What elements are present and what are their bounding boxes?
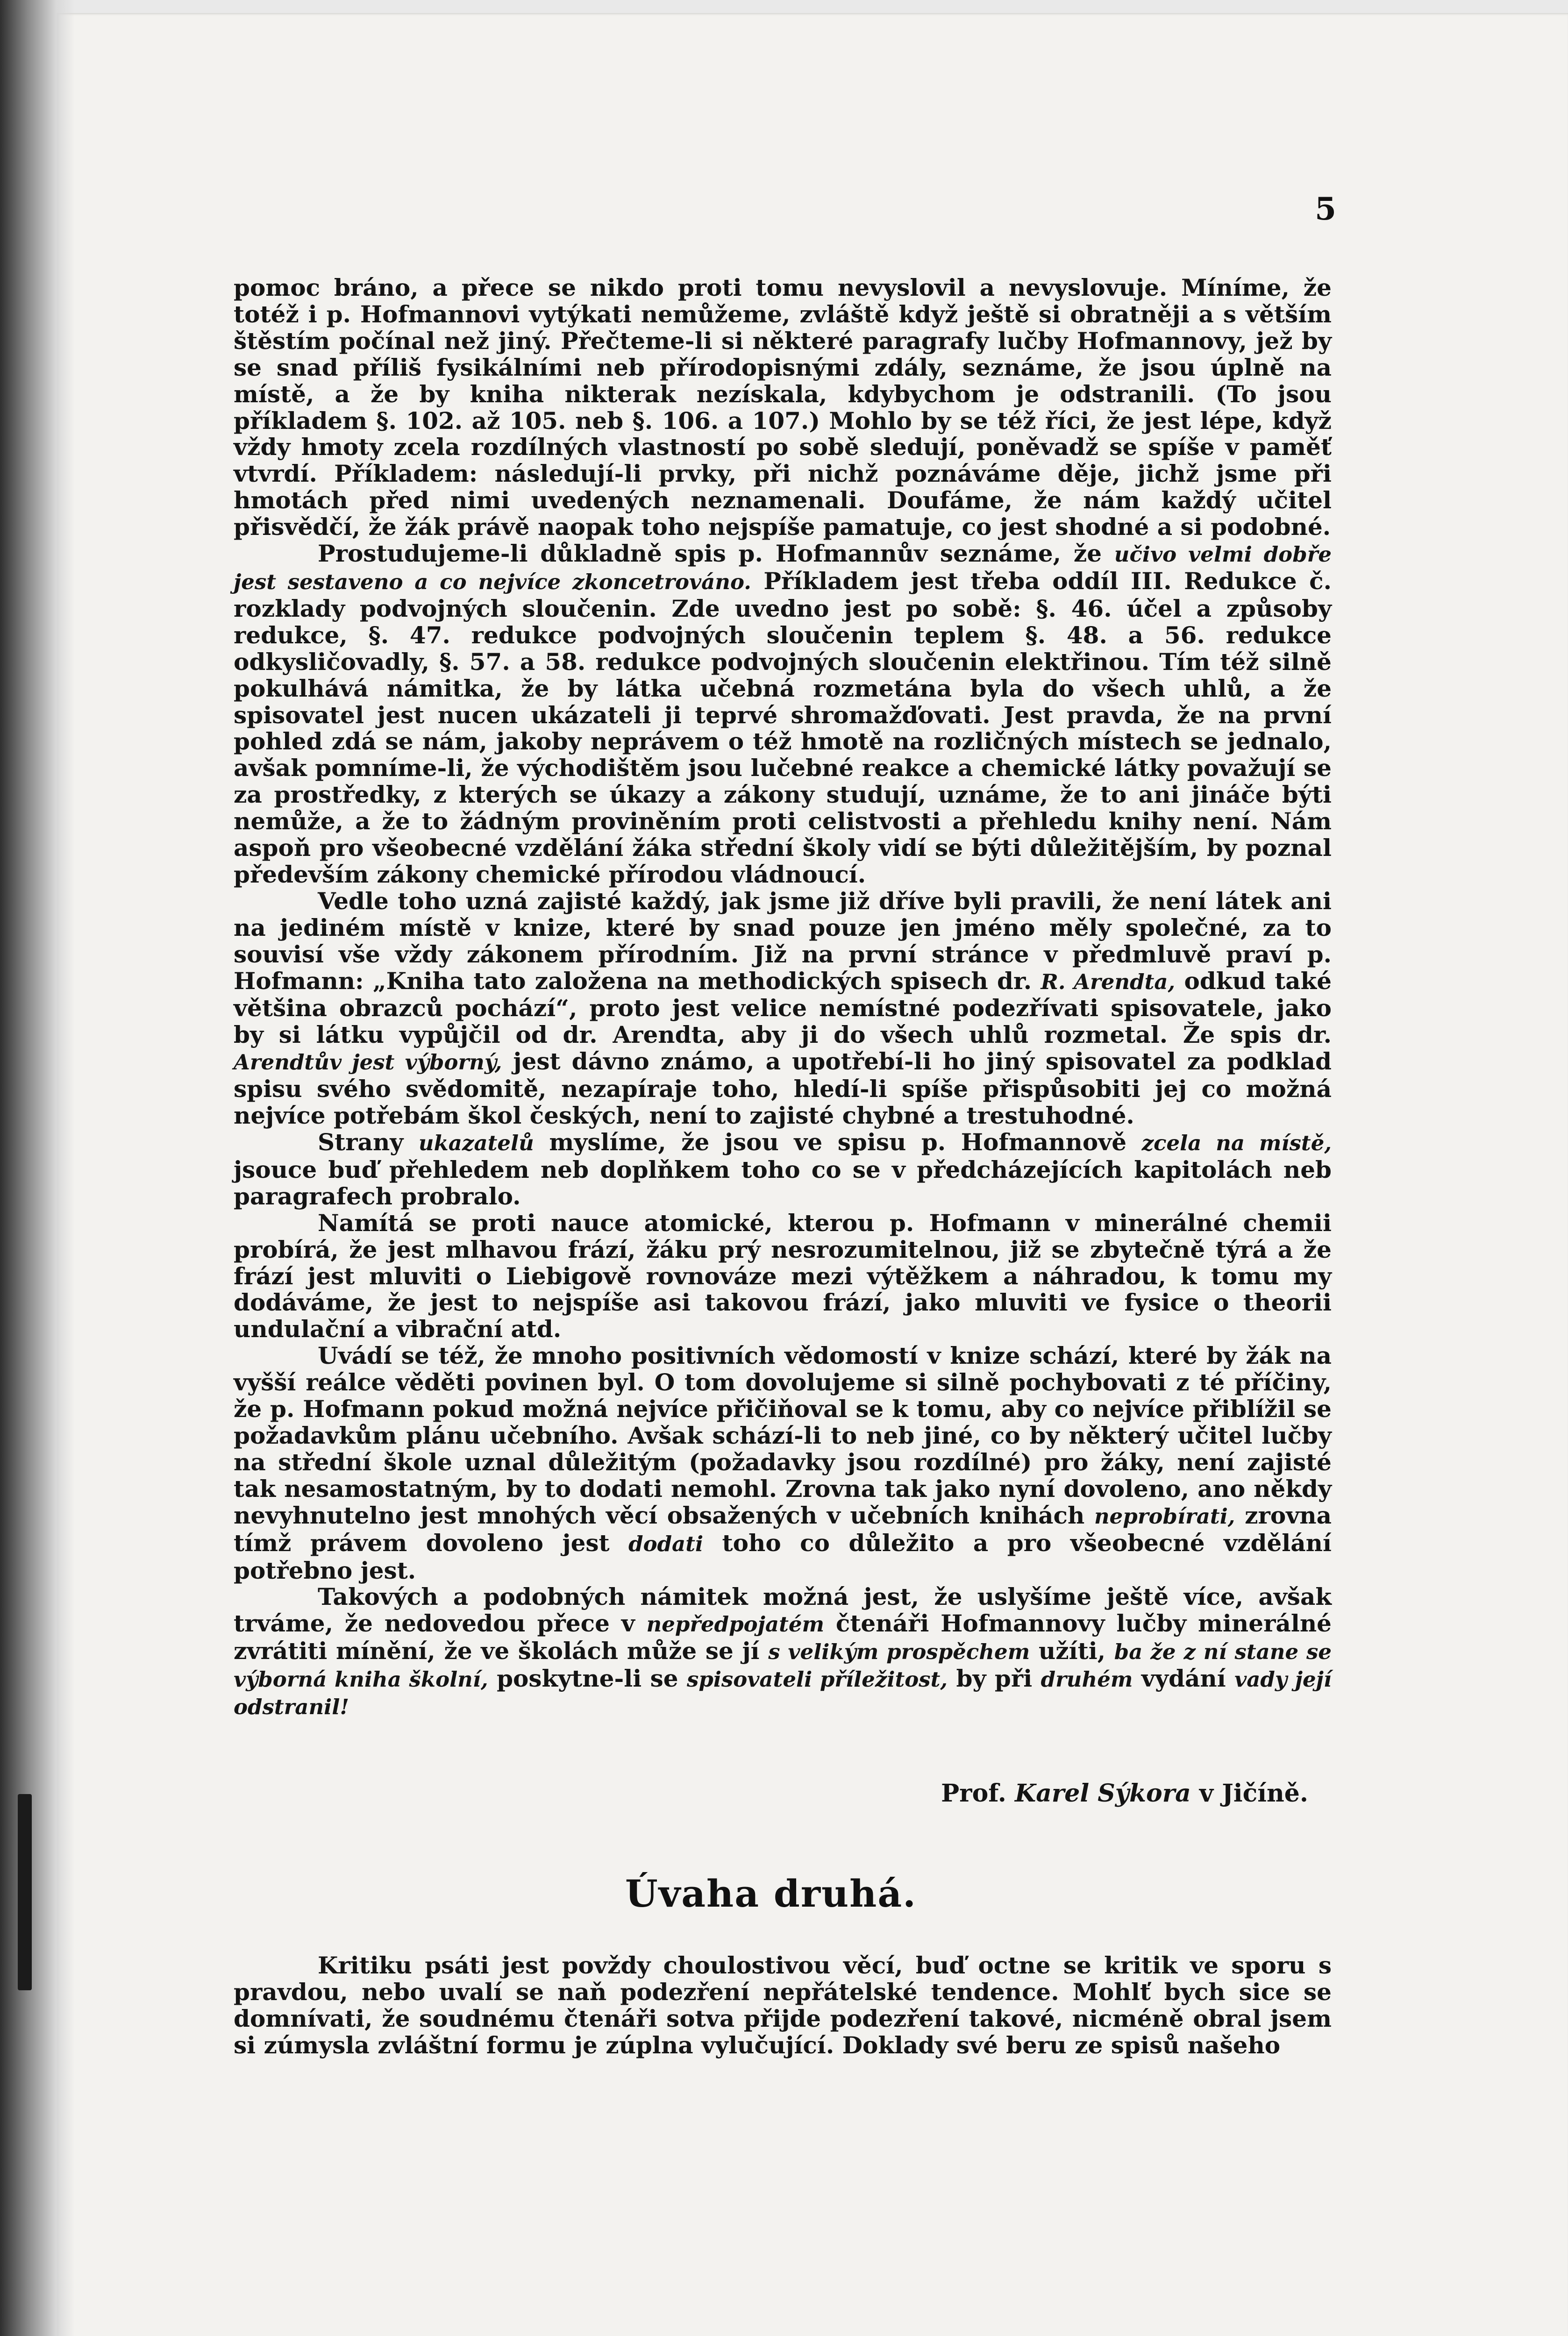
paragraph-7: Takových a podobných námitek možná jest, že uslyšíme ještě více, avšak trváme, že nedovedou přece v nepředpojatém čtenáři Hofmannovy lučby minerálné zvrátiti mínění, že ve školách může se jí s velikým prospěchem užíti, ba že z ní stane se výborná kniha školní, poskytne-li se spisovateli příležitost, by při druhém vydání vady její odstranil! xyxy=(234,1583,1332,1720)
binding-shadow xyxy=(18,1794,32,1990)
paragraph-2: Prostudujeme-li důkladně spis p. Hofmannův seznáme, že učivo velmi dobře jest sestaveno a co nejvíce zkoncetrováno. Příkladem jest třeba oddíl III. Redukce č. rozklady podvojných sloučenin. Zde uvedno jest po sobě: §. 46. účel a způsoby redukce, §. 47. redukce podvojných sloučenin teplem §. 48. a 56. redukce odkysličovadly, §. 57. a 58. redukce podvojných sloučenin elektřinou. Tím též silně pokulhává námitka, že by látka učebná rozmetána byla do všech uhlů, a že spisovatel jest nucen ukázateli ji teprvé shromažďovati. Jest pravda, že na první pohled zdá se nám, jakoby neprávem o též hmotě na rozličných místech se jednalo, avšak pomníme-li, že východištěm jsou lučebné reakce a chemické látky považují se za prostředky, z kterých se úkazy a zákony studují, uznáme, že to ani jináče býti nemůže, a že to žádným proviněním proti celistvosti a přehledu knihy není. Nám aspoň pro všeobecné vzdělání žáka střední školy vidí se býti důležitějším, by poznal především zákony chemické přírodou vládnoucí. xyxy=(234,540,1332,888)
review-text-section-1 xyxy=(234,275,1332,1721)
paragraph-6: Uvádí se též, že mnoho positivních vědomostí v knize schází, které by žák na vyšší reálce věděti povinen byl. O tom dovolujeme si silně pochybovati z té příčiny, že p. Hofmann pokud možná nejvíce přičiňoval se k tomu, aby co nejvíce přiblížil se požadavkům plánu učebního. Avšak schází-li to neb jiné, co by některý učitel lučby na střední škole uznal důležitým (požadavky jsou rozdílné) pro žáky, není zajisté tak nesamostatným, by to dodati nemohl. Zrovna tak jako nyní dovoleno, ano někdy nevyhnutelno jest mnohých věcí obsažených v učebních knihách neprobírati, zrovna tímž právem dovoleno jest dodati toho co důležito a pro všeobecné vzdělání potřebno jest. xyxy=(234,1342,1332,1584)
page-left-edge xyxy=(0,0,75,2336)
paragraph-5: Namítá se proti nauce atomické, kterou p. Hofmann v minerálné chemii probírá, že jest mlhavou frází, žáku prý nesrozumitelnou, již se zbytečně týrá a že frází jest mluviti o Liebigově rovnováze mezi výtěžkem a náhradou, k tomu my dodáváme, že jest to nejspíše asi takovou frází, jako mluviti ve fysice o theorii undulační a vibrační atd. xyxy=(234,1209,1332,1343)
paragraph-3: Vedle toho uzná zajisté každý, jak jsme již dříve byli pravili, že není látek ani na jediném místě v knize, které by snad pouze jen jméno měly společné, za to souvisí vše vždy zákonem přírodním. Již na první stránce v předmluvě praví p. Hofmann: „Kniha tato založena na methodických spisech dr. R. Arendta, odkud také většina obrazců pochází“, proto jest velice nemístné podezřívati spisovatele, jako by si látku vypůjčil od dr. Arendta, aby ji do všech uhlů rozmetal. Že spis dr. Arendtův jest výborný, jest dávno známo, a upotřebí-li ho jiný spisovatel za podklad spisu svého svědomitě, nezapíraje toho, hledí-li spíše přispůsobiti jej co možná nejvíce potřebám škol českých, není to zajisté chybné a trestuhodné. xyxy=(234,887,1332,1130)
section-heading: Úvaha druhá. xyxy=(625,1872,917,1916)
page-number: 5 xyxy=(1315,191,1336,227)
paragraph-4: Strany ukazatelů myslíme, že jsou ve spisu p. Hofmannově zcela na místě, jsouce buď přehledem neb doplňkem toho co se v předcházejících kapitolách neb paragrafech probralo. xyxy=(234,1128,1332,1210)
paragraph-8: Kritiku psáti jest povždy choulostivou věcí, buď octne se kritik ve sporu s pravdou, nebo uvalí se naň podezření nepřátelské tendence. Mohlť bych sice se domnívati, že soudnému čtenáři sotva přijde podezření takové, nicméně obral jsem si zúmysla zvláštní formu je zúplna vylučující. Doklady své beru ze spisů našeho xyxy=(234,1951,1332,2059)
paragraph-1: pomoc bráno, a přece se nikdo proti tomu nevyslovil a nevyslovuje. Míníme, že totéž i p. Hofmannovi vytýkati nemůžeme, zvláště když ještě si obratněji a s větším štěstím počínal než jiný. Přečteme-li si některé paragrafy lučby Hofmannovy, jež by se snad příliš fysikálními neb přírodopisnými zdály, seznáme, že jsou úplně na místě, a že by kniha nikterak nezískala, kdybychom je odstranili. (To jsou příkladem §. 102. až 105. neb §. 106. a 107.) Mohlo by se též říci, že jest lépe, když vždy hmoty zcela rozdílných vlastností po sobě sledují, poněvadž se spíše v paměť vtvrdí. Příkladem: následují-li prvky, při nichž poznáváme děje, jichž jsme při hmotách před nimi uvedených neznamenali. Doufáme, že nám každý učitel přisvědčí, že žák právě naopak toho nejspíše pamatuje, co jest shodné a si podobné. xyxy=(234,274,1332,541)
author-signature: Prof. Karel Sýkora v Jičíně. xyxy=(941,1779,1308,1808)
review-text-section-2 xyxy=(234,1952,1332,2058)
